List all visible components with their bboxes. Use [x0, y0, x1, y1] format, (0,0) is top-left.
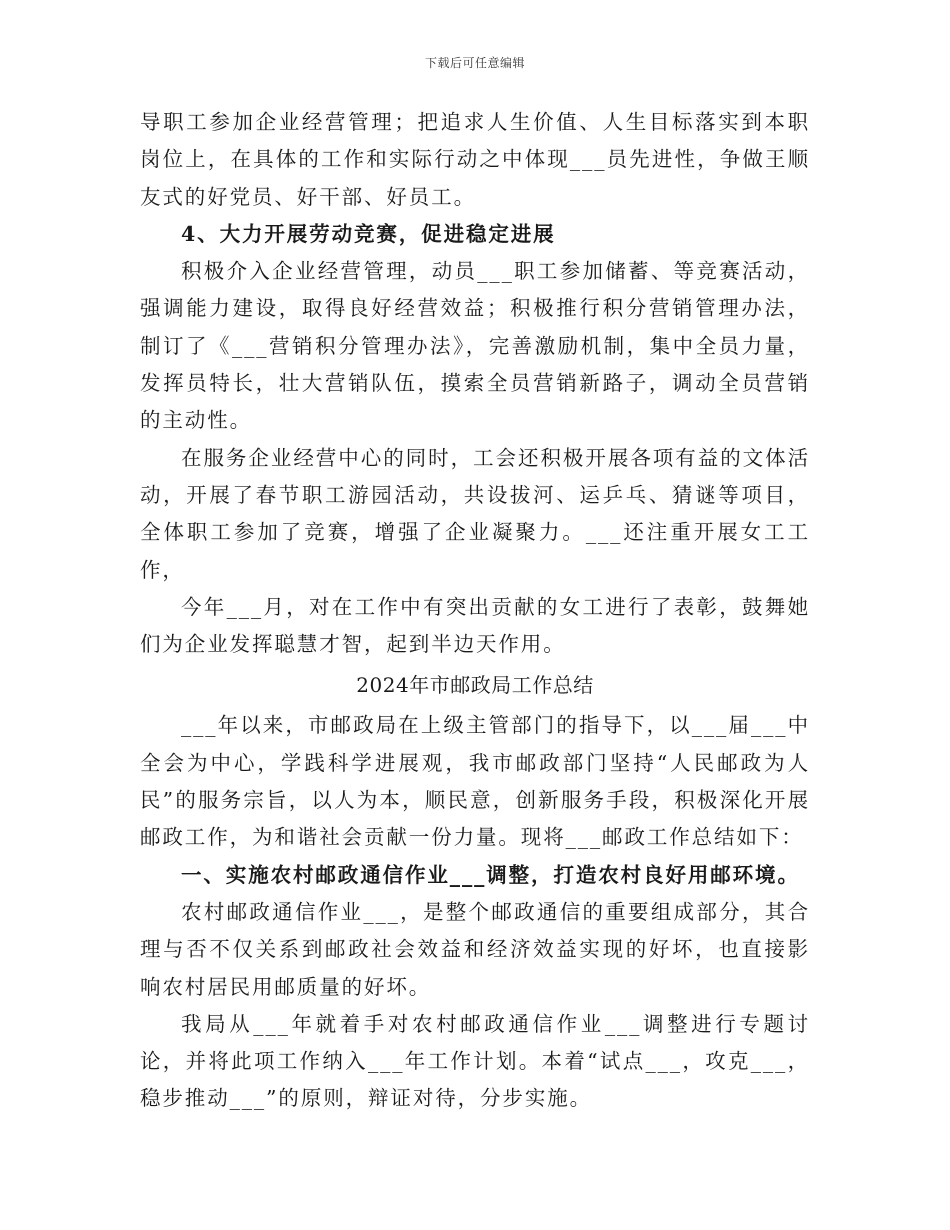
paragraph: 农村邮政通信作业___，是整个邮政通信的重要组成部分，其合理与否不仅关系到邮政社会效益和经济效益实现的好坏，也直接影响农村居民用邮质量的好坏。 — [140, 899, 810, 999]
paragraph: 在服务企业经营中心的同时，工会还积极开展各项有益的文体活动，开展了春节职工游园活动，共设拔河、运乒乓、猜谜等项目，全体职工参加了竞赛，增强了企业凝聚力。___还注重开展女工工作， — [140, 445, 810, 582]
paragraph: 我局从___年就着手对农村邮政通信作业___调整进行专题讨论，并将此项工作纳入___年工作计划。本着“试点___，攻克___，稳步推动___”的原则，辩证对待，分步实施。 — [140, 1011, 810, 1111]
paragraph: 导职工参加企业经营管理；把追求人生价值、人生目标落实到本职岗位上，在具体的工作和实际行动之中体现___员先进性，争做王顺友式的好党员、好干部、好员工。 — [140, 110, 810, 209]
section-heading: 一、实施农村邮政通信作业___调整，打造农村良好用邮环境。 — [181, 862, 800, 887]
document-title: 2024年市邮政局工作总结 — [356, 673, 594, 698]
section-heading: 4、大力开展劳动竞赛，促进稳定进展 — [181, 221, 556, 246]
page-header: 下载后可任意编辑 — [424, 56, 525, 70]
document-body — [140, 104, 810, 1118]
paragraph: 积极介入企业经营管理，动员___职工参加储蓄、等竞赛活动，强调能力建设，取得良好经营效益；积极推行积分营销管理办法，制订了《___营销积分管理办法》，完善激励机制，集中全员力量，发挥员特长，壮大营销队伍，摸索全员营销新路子，调动全员营销的主动性。 — [140, 259, 810, 433]
paragraph: ___年以来，市邮政局在上级主管部门的指导下，以___届___中全会为中心，学践科学进展观，我市邮政部门坚持“人民邮政为人民”的服务宗旨，以人为本，顺民意，创新服务手段，积极深化开展邮政工作，为和谐社会贡献一份力量。现将___邮政工作总结如下： — [140, 713, 810, 850]
paragraph: 今年___月，对在工作中有突出贡献的女工进行了表彰，鼓舞她们为企业发挥聪慧才智，起到半边天作用。 — [140, 594, 810, 657]
